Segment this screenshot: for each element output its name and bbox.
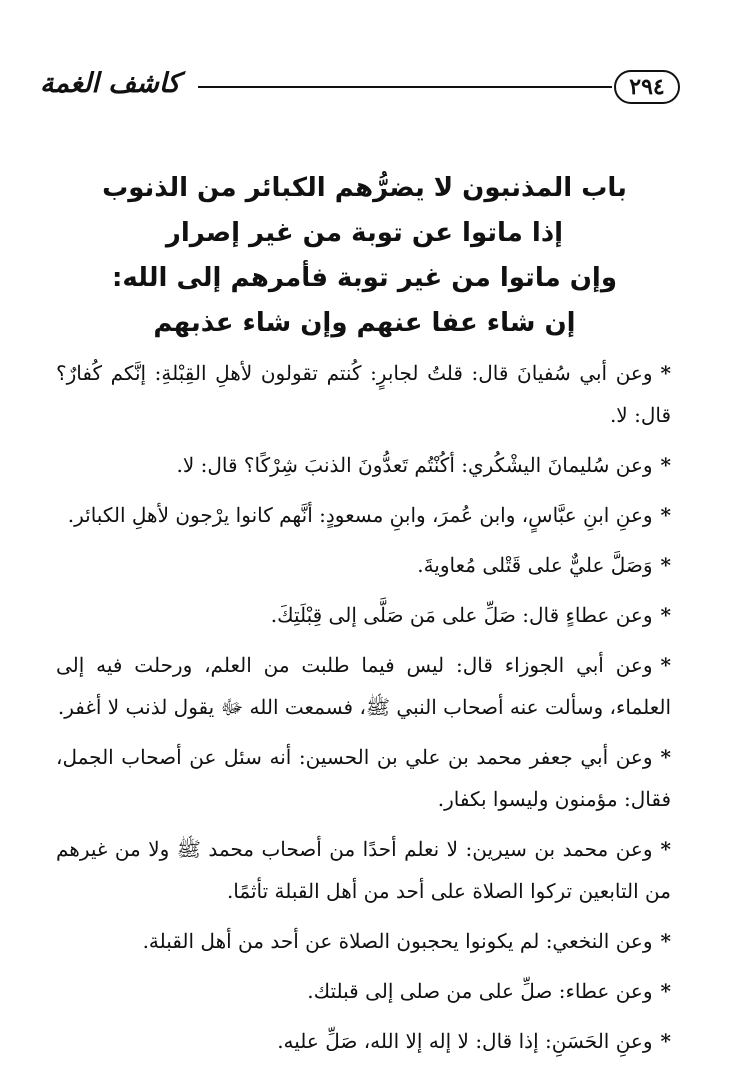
asterisk-icon: *	[660, 1029, 671, 1053]
narration-text: وعن محمد بن سيرين: لا نعلم أحدًا من أصحاب محمد ﷺ ولا من غيرهم من التابعين تركوا الصلاة على أحد من أهل القبلة تأثمًا.	[56, 837, 671, 903]
narration-text: وعن أبي سُفيانَ قال: قلتُ لجابرٍ: كُنتم تقولون لأهلِ القِبْلةِ: إنَّكم كُفارٌ؟ قال: لا.	[56, 361, 671, 427]
page-number: ٢٩٤	[614, 70, 680, 104]
asterisk-icon: *	[660, 361, 671, 385]
narration-text: وعن النخعي: لم يكونوا يحجبون الصلاة عن أحد من أهل القبلة.	[142, 929, 653, 953]
asterisk-icon: *	[660, 837, 671, 861]
heading-line: إن شاء عفا عنهم وإن شاء عذبهم	[153, 308, 576, 338]
asterisk-icon: *	[660, 453, 671, 477]
chapter-heading	[30, 166, 699, 346]
narration-list	[56, 352, 671, 1070]
narration-text: وعن عطاءٍ قال: صَلِّ على مَن صَلَّى إلى قِبْلَتِكَ.	[270, 603, 653, 627]
narration-text: وعن سُليمانَ اليشْكُري: أكُنْتُم تَعدُّونَ الذنبَ شِرْكًا؟ قال: لا.	[176, 453, 653, 477]
narration-item	[56, 736, 671, 820]
narration-item	[56, 970, 671, 1012]
asterisk-icon: *	[660, 979, 671, 1003]
narration-text: وَصَلَّ عليٌّ على قَتْلى مُعاويةَ.	[417, 553, 653, 577]
narration-item	[56, 352, 671, 436]
narration-text: وعن عطاء: صلِّ على من صلى إلى قبلتك.	[307, 979, 653, 1003]
book-title: كاشف الغمة	[40, 68, 180, 99]
narration-text: وعن أبي جعفر محمد بن علي بن الحسين: أنه سئل عن أصحاب الجمل، فقال: مؤمنون وليسوا بكفار.	[56, 745, 671, 811]
narration-item	[56, 1020, 671, 1062]
narration-item	[56, 644, 671, 728]
narration-text: وعن أبي الجوزاء قال: ليس فيما طلبت من العلم، ورحلت فيه إلى العلماء، وسألت عنه أصحاب النبي ﷺ، فسمعت الله ﷻ يقول لذنب لا أغفر.	[56, 653, 671, 719]
heading-line: إذا ماتوا عن توبة من غير إصرار	[165, 218, 564, 248]
asterisk-icon: *	[660, 653, 671, 677]
narration-item	[56, 544, 671, 586]
asterisk-icon: *	[660, 603, 671, 627]
asterisk-icon: *	[660, 503, 671, 527]
heading-line: باب المذنبون لا يضرُّهم الكبائر من الذنوب	[102, 173, 627, 203]
asterisk-icon: *	[660, 745, 671, 769]
narration-text: وعنِ ابنِ عبَّاسٍ، وابن عُمرَ، وابنِ مسعودٍ: أنَّهم كانوا يرْجون لأهلِ الكبائر.	[67, 503, 653, 527]
asterisk-icon: *	[660, 929, 671, 953]
running-header	[28, 66, 688, 110]
header-divider	[198, 86, 612, 88]
heading-line: وإن ماتوا من غير توبة فأمرهم إلى الله:	[111, 263, 617, 293]
narration-text: وعنِ الحَسَنِ: إذا قال: لا إله إلا الله، صَلِّ عليه.	[277, 1029, 653, 1053]
narration-item	[56, 494, 671, 536]
narration-item	[56, 920, 671, 962]
narration-item	[56, 444, 671, 486]
narration-item	[56, 828, 671, 912]
asterisk-icon: *	[660, 553, 671, 577]
narration-item	[56, 594, 671, 636]
